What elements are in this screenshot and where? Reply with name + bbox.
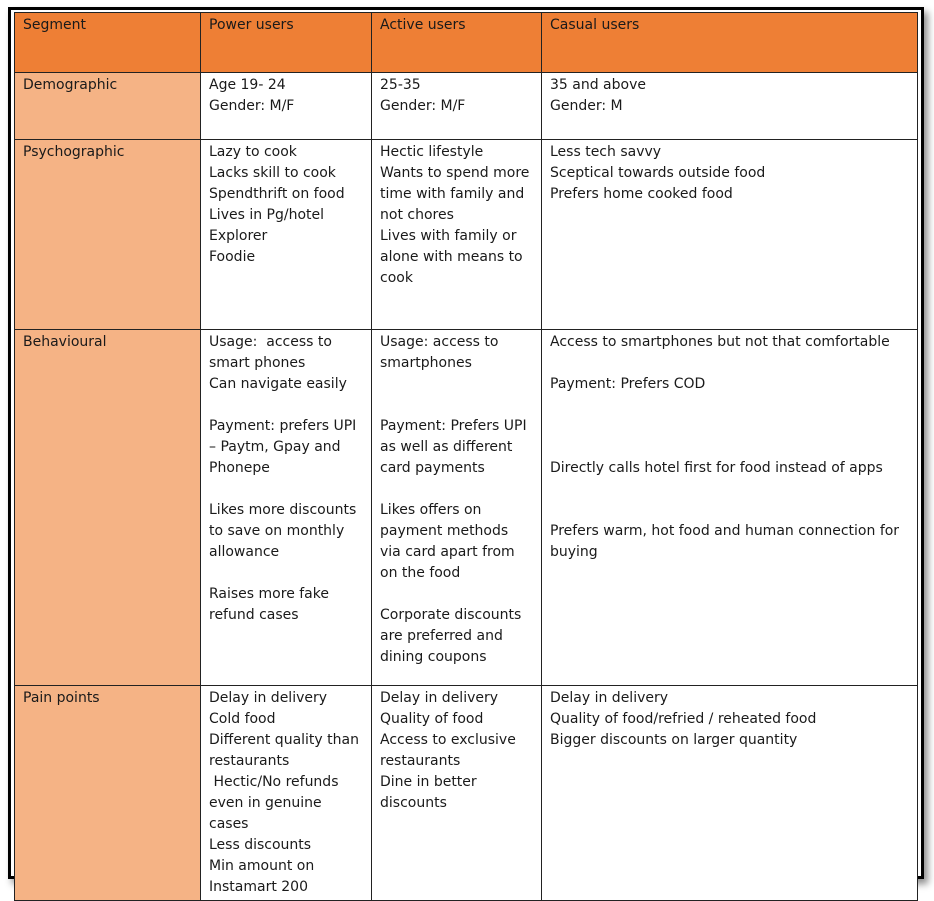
row-psychographic xyxy=(15,140,918,330)
cell-line: Delay in delivery xyxy=(550,690,669,706)
row-demographic xyxy=(15,73,918,140)
header-cell-active-users: Active users xyxy=(372,13,542,73)
cell-line: Foodie xyxy=(209,249,256,265)
header-cell-segment: Segment xyxy=(15,13,201,73)
cell-line: Dine in better discounts xyxy=(380,774,482,811)
header-cell-power-users: Power users xyxy=(201,13,372,73)
cell-line: Corporate discounts are preferred and dining coupons xyxy=(380,607,526,665)
cell-line: Less tech savvy xyxy=(550,144,662,160)
row-behavioural xyxy=(15,330,918,686)
cell-line xyxy=(380,374,533,395)
cell-line: Min amount on Instamart 200 xyxy=(209,858,319,895)
cell-line: Payment: prefers UPI – Paytm, Gpay and Phonepe xyxy=(209,418,361,476)
document-frame xyxy=(8,7,924,895)
cell-line: Hectic/No refunds even in genuine cases xyxy=(209,774,343,832)
cell-line: Delay in delivery xyxy=(380,690,499,706)
cell-pain-points-active xyxy=(372,686,542,901)
header-row xyxy=(15,13,918,73)
cell-line: Gender: M/F xyxy=(380,98,466,114)
cell-line: Age 19- 24 xyxy=(209,77,286,93)
cell-behavioural-power xyxy=(201,330,372,686)
cell-line: Can navigate easily xyxy=(209,376,347,392)
cell-line: Access to exclusive restaurants xyxy=(380,732,521,769)
cell-line: 35 and above xyxy=(550,77,646,93)
cell-demographic-casual xyxy=(542,73,918,140)
cell-line: Sceptical towards outside food xyxy=(550,165,766,181)
cell-behavioural-casual xyxy=(542,330,918,686)
cell-line: Lacks skill to cook xyxy=(209,165,336,181)
row-label-pain-points: Pain points xyxy=(15,686,201,901)
cell-line xyxy=(380,395,533,416)
cell-pain-points-power xyxy=(201,686,372,901)
cell-line xyxy=(209,479,363,500)
cell-line: Prefers warm, hot food and human connection for buying xyxy=(550,523,904,560)
cell-line: Usage: access to smartphones xyxy=(380,334,503,371)
cell-line: Gender: M xyxy=(550,98,623,114)
cell-line: Payment: Prefers UPI as well as different card payments xyxy=(380,418,532,476)
cell-line xyxy=(209,395,363,416)
cell-demographic-active xyxy=(372,73,542,140)
cell-line: Spendthrift on food xyxy=(209,186,345,202)
cell-psychographic-casual xyxy=(542,140,918,330)
cell-line: Payment: Prefers COD xyxy=(550,376,706,392)
row-label-behavioural: Behavioural xyxy=(15,330,201,686)
cell-line xyxy=(550,395,909,416)
header-cell-casual-users: Casual users xyxy=(542,13,918,73)
cell-line: Likes more discounts to save on monthly allowance xyxy=(209,502,361,560)
cell-line: Prefers home cooked food xyxy=(550,186,733,202)
row-label-psychographic: Psychographic xyxy=(15,140,201,330)
cell-line: Lives with family or alone with means to cook xyxy=(380,228,528,286)
cell-line xyxy=(550,353,909,374)
cell-line: Likes offers on payment methods via card apart from on the food xyxy=(380,502,520,581)
cell-line: Different quality than restaurants xyxy=(209,732,364,769)
table-container xyxy=(14,12,917,895)
cell-line: Raises more fake refund cases xyxy=(209,586,334,623)
cell-line: Gender: M/F xyxy=(209,98,295,114)
cell-demographic-power xyxy=(201,73,372,140)
cell-psychographic-power xyxy=(201,140,372,330)
cell-line xyxy=(550,416,909,437)
cell-behavioural-active xyxy=(372,330,542,686)
cell-line: Cold food xyxy=(209,711,276,727)
cell-line: Quality of food/refried / reheated food xyxy=(550,711,817,727)
cell-line: Lazy to cook xyxy=(209,144,297,160)
cell-line: Lives in Pg/hotel xyxy=(209,207,325,223)
cell-line xyxy=(550,500,909,521)
row-label-demographic: Demographic xyxy=(15,73,201,140)
segmentation-table xyxy=(14,12,918,901)
cell-line: Usage: access to smart phones xyxy=(209,334,337,371)
cell-psychographic-active xyxy=(372,140,542,330)
cell-line xyxy=(380,584,533,605)
row-pain-points xyxy=(15,686,918,901)
cell-line: 25-35 xyxy=(380,77,421,93)
cell-line: Quality of food xyxy=(380,711,484,727)
cell-line xyxy=(380,479,533,500)
cell-line: Directly calls hotel first for food instead of apps xyxy=(550,460,883,476)
cell-line: Delay in delivery xyxy=(209,690,328,706)
cell-line xyxy=(209,563,363,584)
cell-line: Access to smartphones but not that comfortable xyxy=(550,334,890,350)
cell-pain-points-casual xyxy=(542,686,918,901)
cell-line: Wants to spend more time with family and not chores xyxy=(380,165,534,223)
cell-line: Explorer xyxy=(209,228,268,244)
cell-line xyxy=(550,479,909,500)
cell-line: Hectic lifestyle xyxy=(380,144,484,160)
cell-line xyxy=(550,437,909,458)
cell-line: Bigger discounts on larger quantity xyxy=(550,732,798,748)
cell-line: Less discounts xyxy=(209,837,312,853)
